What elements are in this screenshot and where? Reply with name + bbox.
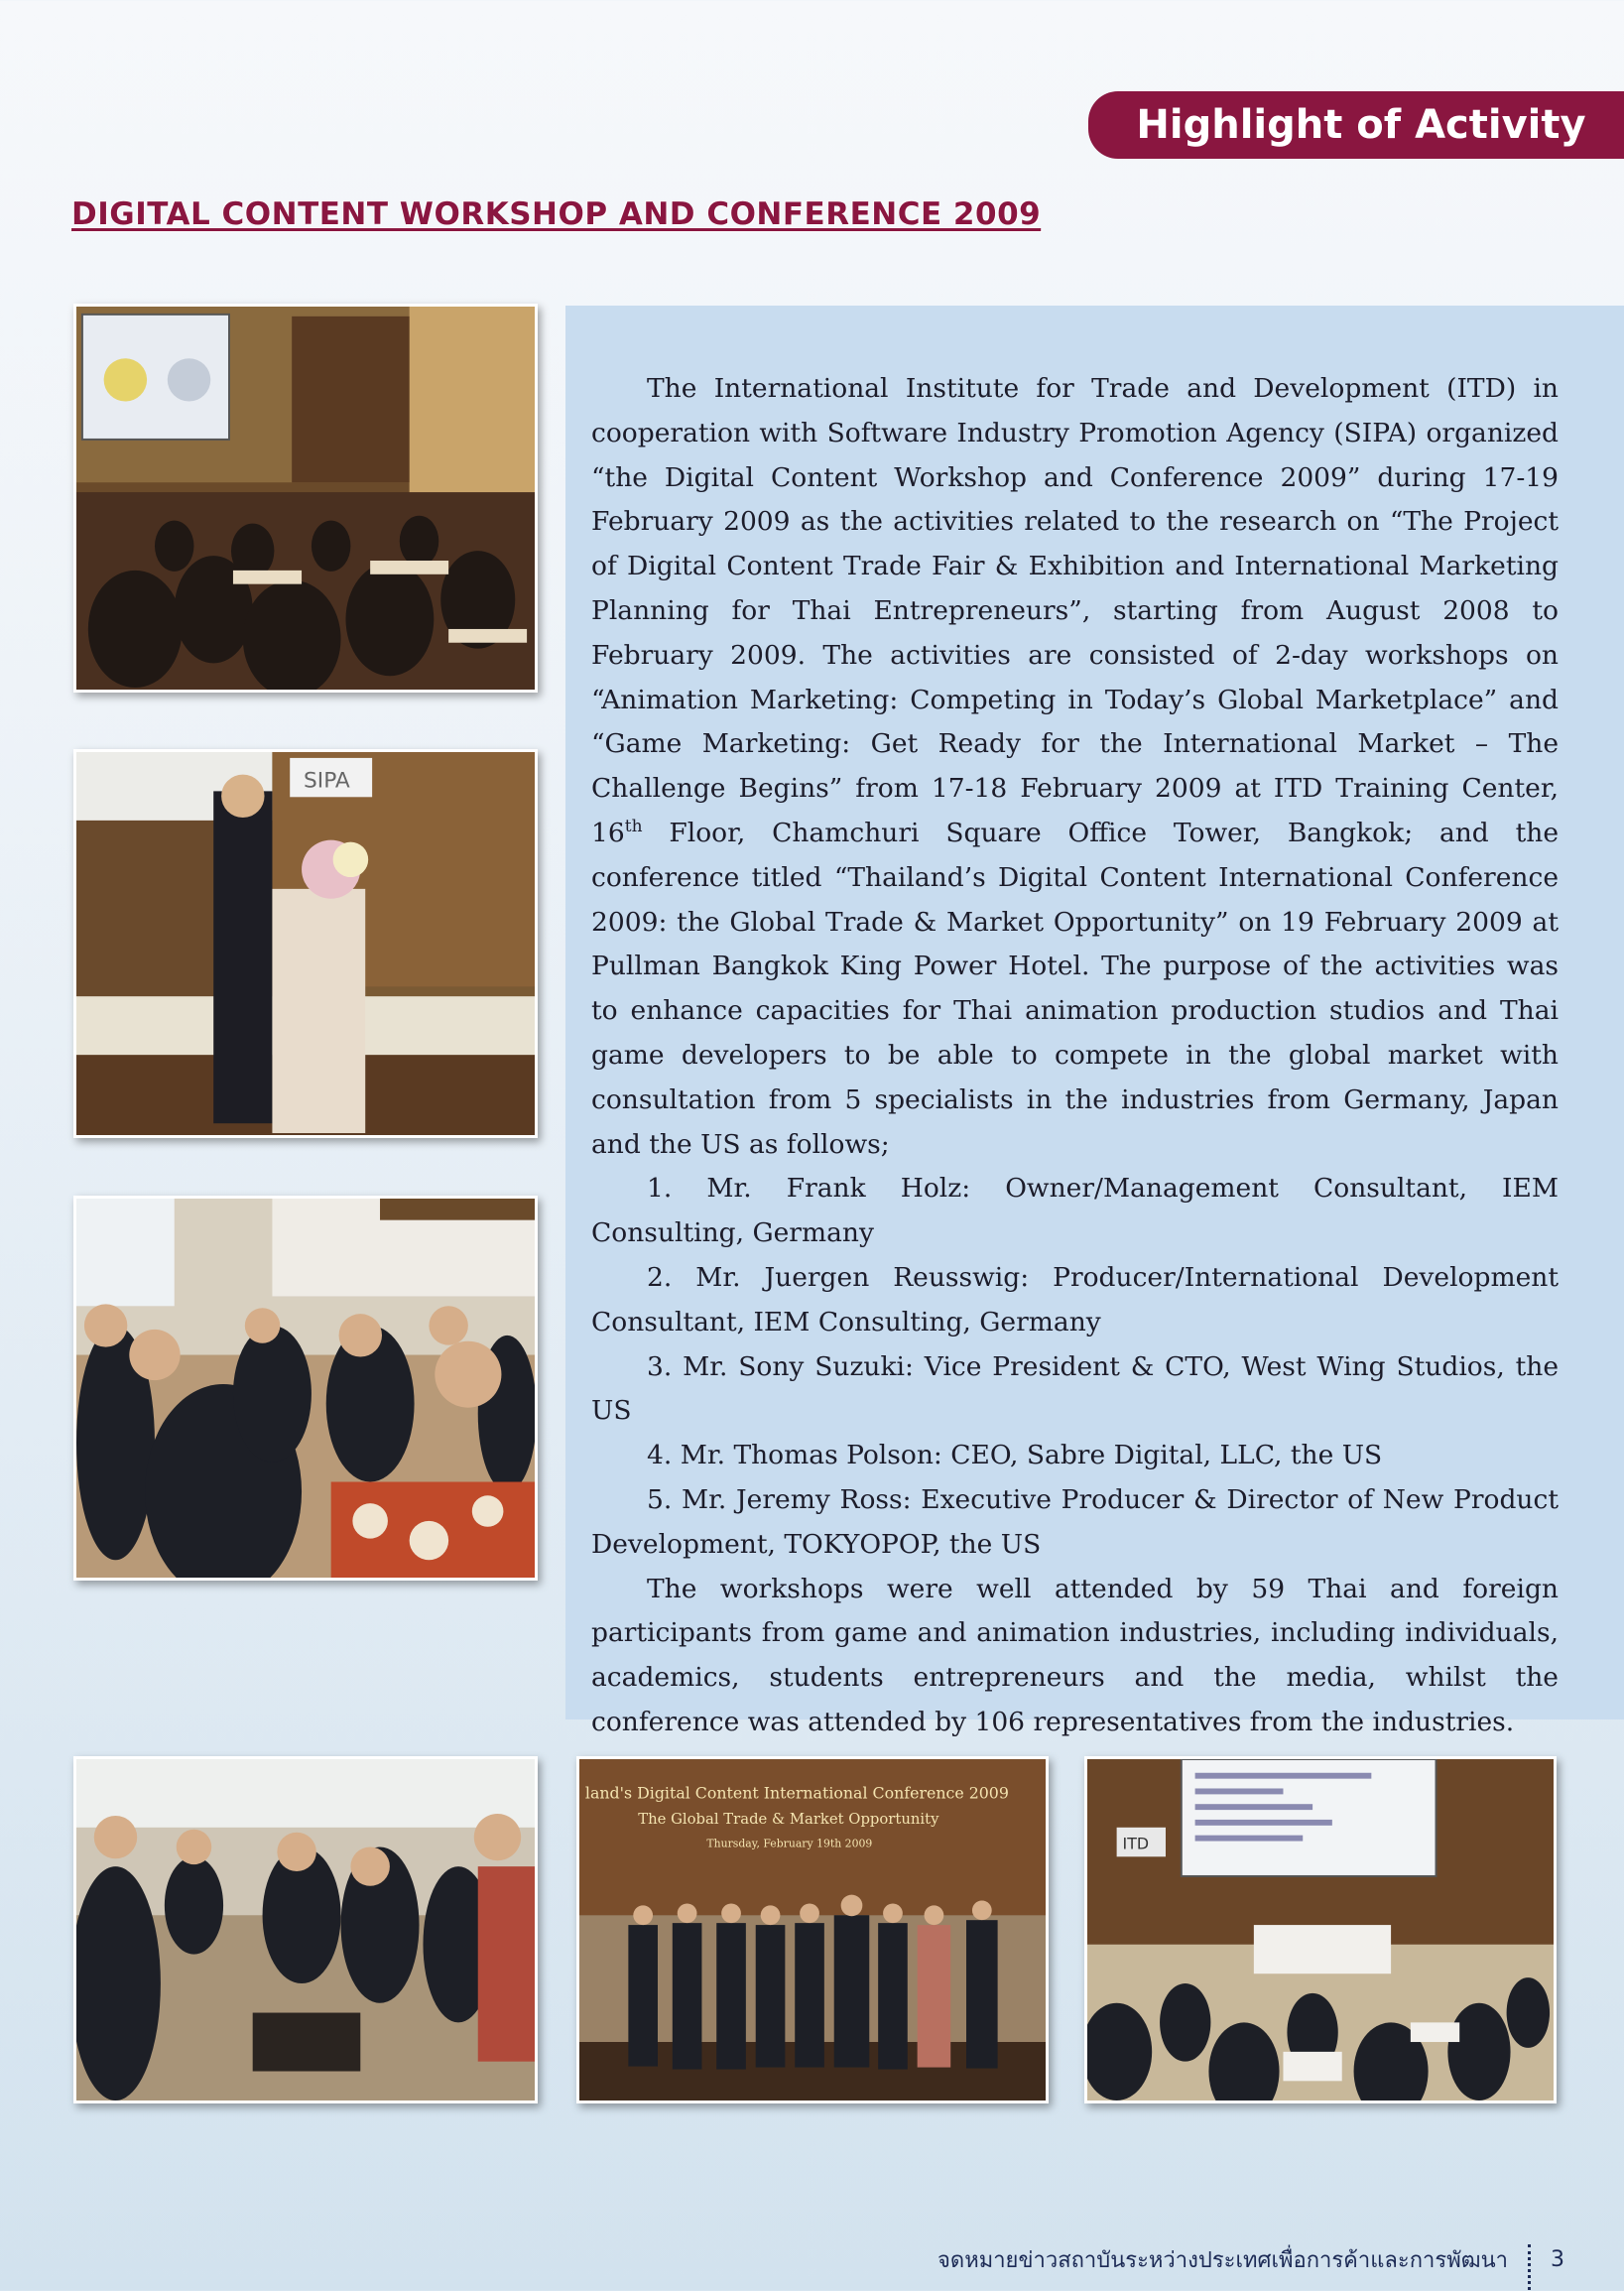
photo-conference-audience	[1084, 1756, 1557, 2103]
itd-sign-text: ITD	[1122, 1834, 1150, 1853]
banner-text: Highlight of Activity	[1136, 102, 1586, 148]
photo-panel-discussion	[73, 1196, 538, 1581]
paragraph-intro-part1: The International Institute for Trade and Development (ITD) in cooperation with Software Industry Promotion Agency (SIPA) organized “the Digital Content Workshop and Conference 2009” during 17-19 February 2009 as the activities related to the research on “The Project of Digital Content Trade Fair & Exhibition and International Marketing Planning for Thai Entrepreneurs”, starting from August 2008 to February 2009. The activities are consisted of 2-day workshops on “Animation Marketing: Competing in Today’s Global Marketplace” and “Game Marketing: Get Ready for the International Market – The Challenge Begins” from 17-18 February 2009 at ITD Training Center, 16	[591, 373, 1559, 848]
page-number: 3	[1551, 2246, 1564, 2272]
list-item: 3. Mr. Sony Suzuki: Vice President & CTO, West Wing Studios, the US	[591, 1350, 1559, 1427]
list-item: 4. Mr. Thomas Polson: CEO, Sabre Digital, LLC, the US	[647, 1440, 1383, 1471]
paragraph-intro-part2: Floor, Chamchuri Square Office Tower, Bangkok; and the conference titled “Thailand’s Digital Content International Conference 2009: the Global Trade & Market Opportunity” on 19 February 2009 at Pullman Bangkok King Power Hotel. The purpose of the activities was to enhance capacities for Thai animation production studios and Thai game developers to be able to compete in the global market with consultation from 5 specialists in the industries from Germany, Japan and the US as follows;	[591, 817, 1559, 1160]
sipa-sign-text: SIPA	[304, 768, 350, 794]
stage-banner-line2: The Global Trade & Market Opportunity	[638, 1810, 939, 1828]
section-banner	[1088, 91, 1624, 159]
photo-meeting-lounge	[73, 1756, 538, 2103]
stage-banner-line3: Thursday, February 19th 2009	[706, 1837, 873, 1850]
photo-conference-hall	[73, 304, 538, 693]
superscript-th: th	[624, 817, 643, 837]
photo-group-stage	[576, 1756, 1049, 2103]
stage-banner-line1: land's Digital Content International Conference 2009	[584, 1783, 1009, 1803]
article-text-panel	[565, 306, 1624, 1737]
page-footer	[937, 2205, 1564, 2291]
list-item: 2. Mr. Juergen Reusswig: Producer/International Development Consultant, IEM Consulting, Germany	[591, 1261, 1559, 1337]
photo-speaker-podium	[73, 749, 538, 1138]
list-item: 1. Mr. Frank Holz: Owner/Management Consultant, IEM Consulting, Germany	[591, 1173, 1559, 1249]
paragraph-intro	[591, 367, 1559, 1167]
footer-divider	[1528, 2244, 1531, 2291]
page-title: DIGITAL CONTENT WORKSHOP AND CONFERENCE 2009	[71, 196, 1042, 232]
footer-publication-name: จดหมายข่าวสถาบันระหว่างประเทศเพื่อการค้าและการพัฒนา	[937, 2247, 1508, 2273]
list-item: 5. Mr. Jeremy Ross: Executive Producer & Director of New Product Development, TOKYOPOP, the US	[591, 1483, 1559, 1560]
paragraph-attendance: The workshops were well attended by 59 Thai and foreign participants from game and animation industries, including individuals, academics, students entrepreneurs and the media, whilst the conference was attended by 106 representatives from the industries.	[591, 1573, 1559, 1737]
